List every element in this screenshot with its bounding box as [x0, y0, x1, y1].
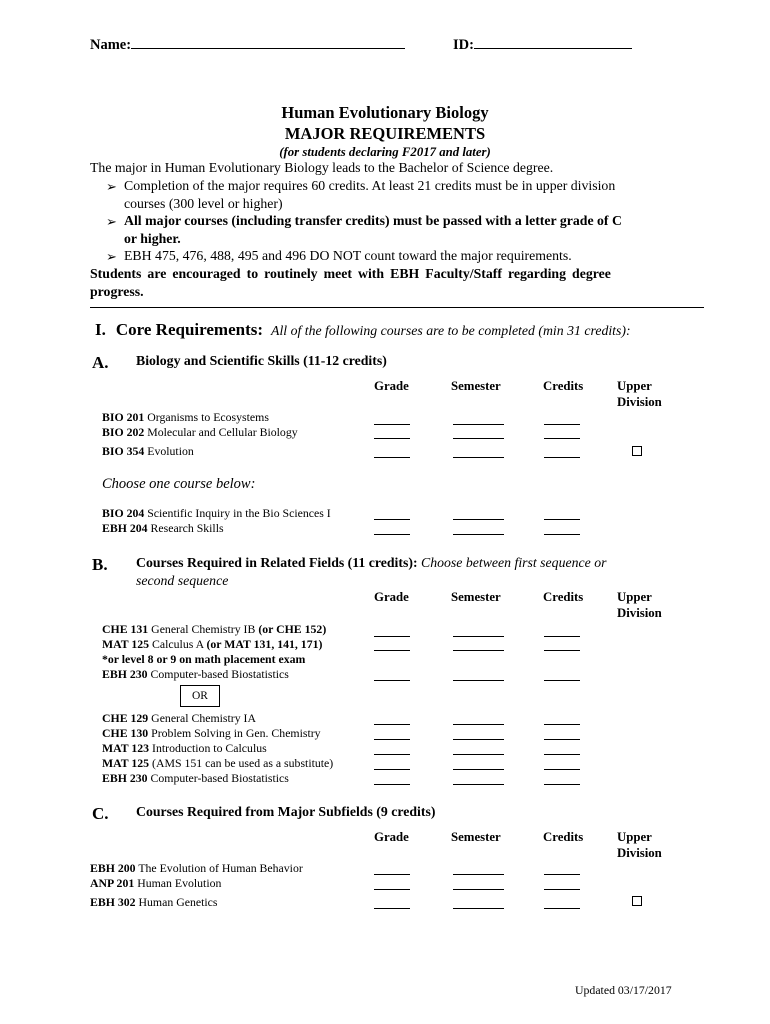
- advising-note-cont: progress.: [90, 284, 144, 299]
- credits-blank[interactable]: [544, 784, 580, 785]
- col-semester: Semester: [451, 830, 501, 844]
- credits-blank[interactable]: [544, 769, 580, 770]
- col-credits: Credits: [543, 590, 584, 604]
- col-division: Division: [617, 846, 662, 860]
- placement-note: *or level 8 or 9 on math placement exam: [102, 652, 306, 666]
- section-b-note-cont: second sequence: [136, 573, 229, 588]
- course-row: ANP 201 Human Evolution: [90, 876, 222, 890]
- col-credits: Credits: [543, 830, 584, 844]
- grade-blank[interactable]: [374, 908, 410, 909]
- course-row: EBH 200 The Evolution of Human Behavior: [90, 861, 303, 875]
- choose-one-label: Choose one course below:: [102, 476, 256, 492]
- upper-division-checkbox[interactable]: [632, 896, 642, 906]
- id-blank[interactable]: [474, 34, 632, 49]
- course-row: CHE 131 General Chemistry IB (or CHE 152): [102, 622, 327, 636]
- course-row: BIO 204 Scientific Inquiry in the Bio Sciences I: [102, 506, 331, 520]
- section-b-title: Courses Required in Related Fields (11 credits):: [136, 555, 418, 570]
- core-section-number: I.: [95, 320, 106, 339]
- intro-bullet-3: EBH 475, 476, 488, 495 and 496 DO NOT count toward the major requirements.: [124, 248, 572, 263]
- id-field[interactable]: [453, 34, 632, 54]
- credits-blank[interactable]: [544, 889, 580, 890]
- intro-bullet-2: All major courses (including transfer credits) must be passed with a letter grade of C: [124, 213, 622, 228]
- semester-blank[interactable]: [453, 438, 504, 439]
- semester-blank[interactable]: [453, 534, 504, 535]
- grade-blank[interactable]: [374, 457, 410, 458]
- upper-division-checkbox[interactable]: [632, 446, 642, 456]
- id-label: ID:: [453, 37, 474, 53]
- core-section-heading: [95, 320, 631, 340]
- or-divider-label: OR: [180, 685, 220, 707]
- course-row: BIO 202 Molecular and Cellular Biology: [102, 425, 298, 439]
- core-section-subtitle: All of the following courses are to be completed (min 31 credits):: [271, 323, 631, 338]
- intro-bullet-2-cont: or higher.: [124, 231, 181, 246]
- core-section-title: Core Requirements:: [115, 320, 264, 339]
- advising-note: Students are encouraged to routinely meet with EBH Faculty/Staff regarding degree: [90, 266, 611, 281]
- doc-applicability: (for students declaring F2017 and later): [279, 145, 491, 159]
- doc-title: Human Evolutionary Biology: [281, 103, 489, 122]
- intro-lead: The major in Human Evolutionary Biology leads to the Bachelor of Science degree.: [90, 160, 554, 175]
- course-row: EBH 302 Human Genetics: [90, 895, 218, 909]
- name-field[interactable]: [90, 34, 405, 54]
- credits-blank[interactable]: [544, 739, 580, 740]
- bullet-arrow-icon: ➢: [106, 179, 117, 194]
- semester-blank[interactable]: [453, 874, 504, 875]
- credits-blank[interactable]: [544, 438, 580, 439]
- semester-blank[interactable]: [453, 739, 504, 740]
- intro-bullet-1: Completion of the major requires 60 credits. At least 21 credits must be in upper division: [124, 178, 616, 193]
- grade-blank[interactable]: [374, 424, 410, 425]
- name-label: Name:: [90, 37, 132, 53]
- course-row: BIO 201 Organisms to Ecosystems: [102, 410, 269, 424]
- credits-blank[interactable]: [544, 680, 580, 681]
- course-row: EBH 230 Computer-based Biostatistics: [102, 667, 289, 681]
- grade-blank[interactable]: [374, 754, 410, 755]
- section-a-title: Biology and Scientific Skills (11-12 credits): [136, 353, 387, 368]
- semester-blank[interactable]: [453, 769, 504, 770]
- bullet-arrow-icon: ➢: [106, 249, 117, 264]
- section-a-letter: A.: [92, 353, 109, 372]
- col-upper: Upper: [617, 379, 652, 393]
- course-row: MAT 123 Introduction to Calculus: [102, 741, 267, 755]
- semester-blank[interactable]: [453, 636, 504, 637]
- grade-blank[interactable]: [374, 636, 410, 637]
- col-grade: Grade: [374, 830, 409, 844]
- grade-blank[interactable]: [374, 769, 410, 770]
- semester-blank[interactable]: [453, 457, 504, 458]
- semester-blank[interactable]: [453, 754, 504, 755]
- semester-blank[interactable]: [453, 908, 504, 909]
- semester-blank[interactable]: [453, 724, 504, 725]
- credits-blank[interactable]: [544, 650, 580, 651]
- col-upper: Upper: [617, 590, 652, 604]
- section-c-letter: C.: [92, 804, 109, 823]
- col-semester: Semester: [451, 590, 501, 604]
- semester-blank[interactable]: [453, 680, 504, 681]
- col-division: Division: [617, 395, 662, 409]
- grade-blank[interactable]: [374, 874, 410, 875]
- credits-blank[interactable]: [544, 457, 580, 458]
- grade-blank[interactable]: [374, 680, 410, 681]
- section-b-note: Choose between first sequence or: [421, 555, 607, 570]
- course-row: MAT 125 Calculus A (or MAT 131, 141, 171): [102, 637, 323, 651]
- course-row: BIO 354 Evolution: [102, 444, 194, 458]
- credits-blank[interactable]: [544, 724, 580, 725]
- credits-blank[interactable]: [544, 534, 580, 535]
- grade-blank[interactable]: [374, 739, 410, 740]
- col-division: Division: [617, 606, 662, 620]
- bullet-arrow-icon: ➢: [106, 214, 117, 229]
- col-upper: Upper: [617, 830, 652, 844]
- grade-blank[interactable]: [374, 784, 410, 785]
- section-b-heading: [136, 555, 606, 571]
- course-row: CHE 130 Problem Solving in Gen. Chemistry: [102, 726, 321, 740]
- semester-blank[interactable]: [453, 889, 504, 890]
- credits-blank[interactable]: [544, 636, 580, 637]
- semester-blank[interactable]: [453, 784, 504, 785]
- semester-blank[interactable]: [453, 650, 504, 651]
- grade-blank[interactable]: [374, 889, 410, 890]
- credits-blank[interactable]: [544, 874, 580, 875]
- intro-bullet-1-cont: courses (300 level or higher): [124, 196, 283, 211]
- grade-blank[interactable]: [374, 534, 410, 535]
- doc-subtitle: MAJOR REQUIREMENTS: [284, 124, 486, 143]
- grade-blank[interactable]: [374, 438, 410, 439]
- grade-blank[interactable]: [374, 650, 410, 651]
- credits-blank[interactable]: [544, 519, 580, 520]
- grade-blank[interactable]: [374, 519, 410, 520]
- divider: [90, 307, 704, 308]
- course-row: MAT 125 (AMS 151 can be used as a substitute): [102, 756, 334, 770]
- course-row: EBH 204 Research Skills: [102, 521, 224, 535]
- credits-blank[interactable]: [544, 424, 580, 425]
- course-row: EBH 230 Computer-based Biostatistics: [102, 771, 289, 785]
- semester-blank[interactable]: [453, 424, 504, 425]
- name-blank[interactable]: [131, 34, 405, 49]
- section-b-letter: B.: [92, 555, 108, 574]
- credits-blank[interactable]: [544, 754, 580, 755]
- col-grade: Grade: [374, 590, 409, 604]
- col-credits: Credits: [543, 379, 584, 393]
- course-row: CHE 129 General Chemistry IA: [102, 711, 257, 725]
- col-grade: Grade: [374, 379, 409, 393]
- grade-blank[interactable]: [374, 724, 410, 725]
- updated-date: Updated 03/17/2017: [575, 983, 672, 997]
- section-c-title: Courses Required from Major Subfields (9 credits): [136, 804, 436, 819]
- semester-blank[interactable]: [453, 519, 504, 520]
- credits-blank[interactable]: [544, 908, 580, 909]
- col-semester: Semester: [451, 379, 501, 393]
